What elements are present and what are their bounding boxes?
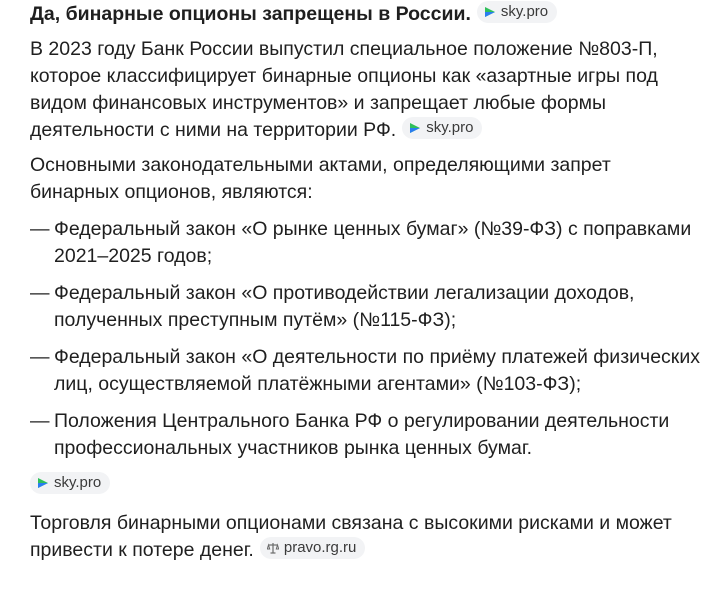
skypro-play-icon xyxy=(484,6,496,18)
source-chip-label: sky.pro xyxy=(500,3,549,20)
source-chip-list[interactable] xyxy=(30,472,110,494)
paragraph-text: Основными законодательными актами, определяющими запрет бинарных опционов, являются: xyxy=(30,154,611,203)
source-chip-label: sky.pro xyxy=(54,474,102,491)
paragraph-risk-warning xyxy=(30,510,704,564)
answer-heading-text: Да, бинарные опционы запрещены в России. xyxy=(30,3,471,25)
paragraph-ban-regulation xyxy=(30,36,704,144)
list-item-text: Положения Центрального Банка РФ о регулировании деятельности профессиональных участников рынка ценных бумаг. xyxy=(54,410,670,459)
list-item xyxy=(30,280,704,334)
scales-icon xyxy=(267,542,279,554)
source-chip-paragraph1[interactable] xyxy=(402,117,482,139)
paragraph-text: Торговля бинарными опционами связана с высокими рисками и может привести к потере денег. xyxy=(30,512,672,561)
list-item-text: Федеральный закон «О деятельности по приёму платежей физических лиц, осуществляемой платёжными агентами» (№103-ФЗ); xyxy=(54,346,700,395)
source-chip-label: pravo.rg.ru xyxy=(283,539,357,556)
list-item xyxy=(30,344,704,398)
answer-heading xyxy=(30,0,704,28)
paragraph-legal-acts-intro xyxy=(30,152,704,206)
list-dash: — xyxy=(30,346,50,368)
source-chip-label: sky.pro xyxy=(426,119,474,136)
list-dash: — xyxy=(30,282,50,304)
list-item-text: Федеральный закон «О рынке ценных бумаг» (№39-ФЗ) с поправками 2021–2025 годов; xyxy=(54,218,692,267)
source-chip-heading[interactable] xyxy=(477,1,557,23)
skypro-play-icon xyxy=(37,477,49,489)
source-chip-paragraph3[interactable] xyxy=(260,537,366,559)
list-dash: — xyxy=(30,410,50,432)
paragraph-text: В 2023 году Банк России выпустил специальное положение №803-П, которое классифицирует бинарные опционы как «азартные игры под видом финансовых инструментов» и запрещает любые формы деятельности с ними на территории РФ. xyxy=(30,38,658,141)
skypro-play-icon xyxy=(409,122,421,134)
list-item xyxy=(30,408,704,462)
list-item xyxy=(30,216,704,270)
list-source-row xyxy=(30,472,704,502)
list-item-text: Федеральный закон «О противодействии легализации доходов, полученных преступным путём» (№115-ФЗ); xyxy=(54,282,635,331)
list-dash: — xyxy=(30,218,50,240)
legal-acts-list xyxy=(30,216,704,462)
